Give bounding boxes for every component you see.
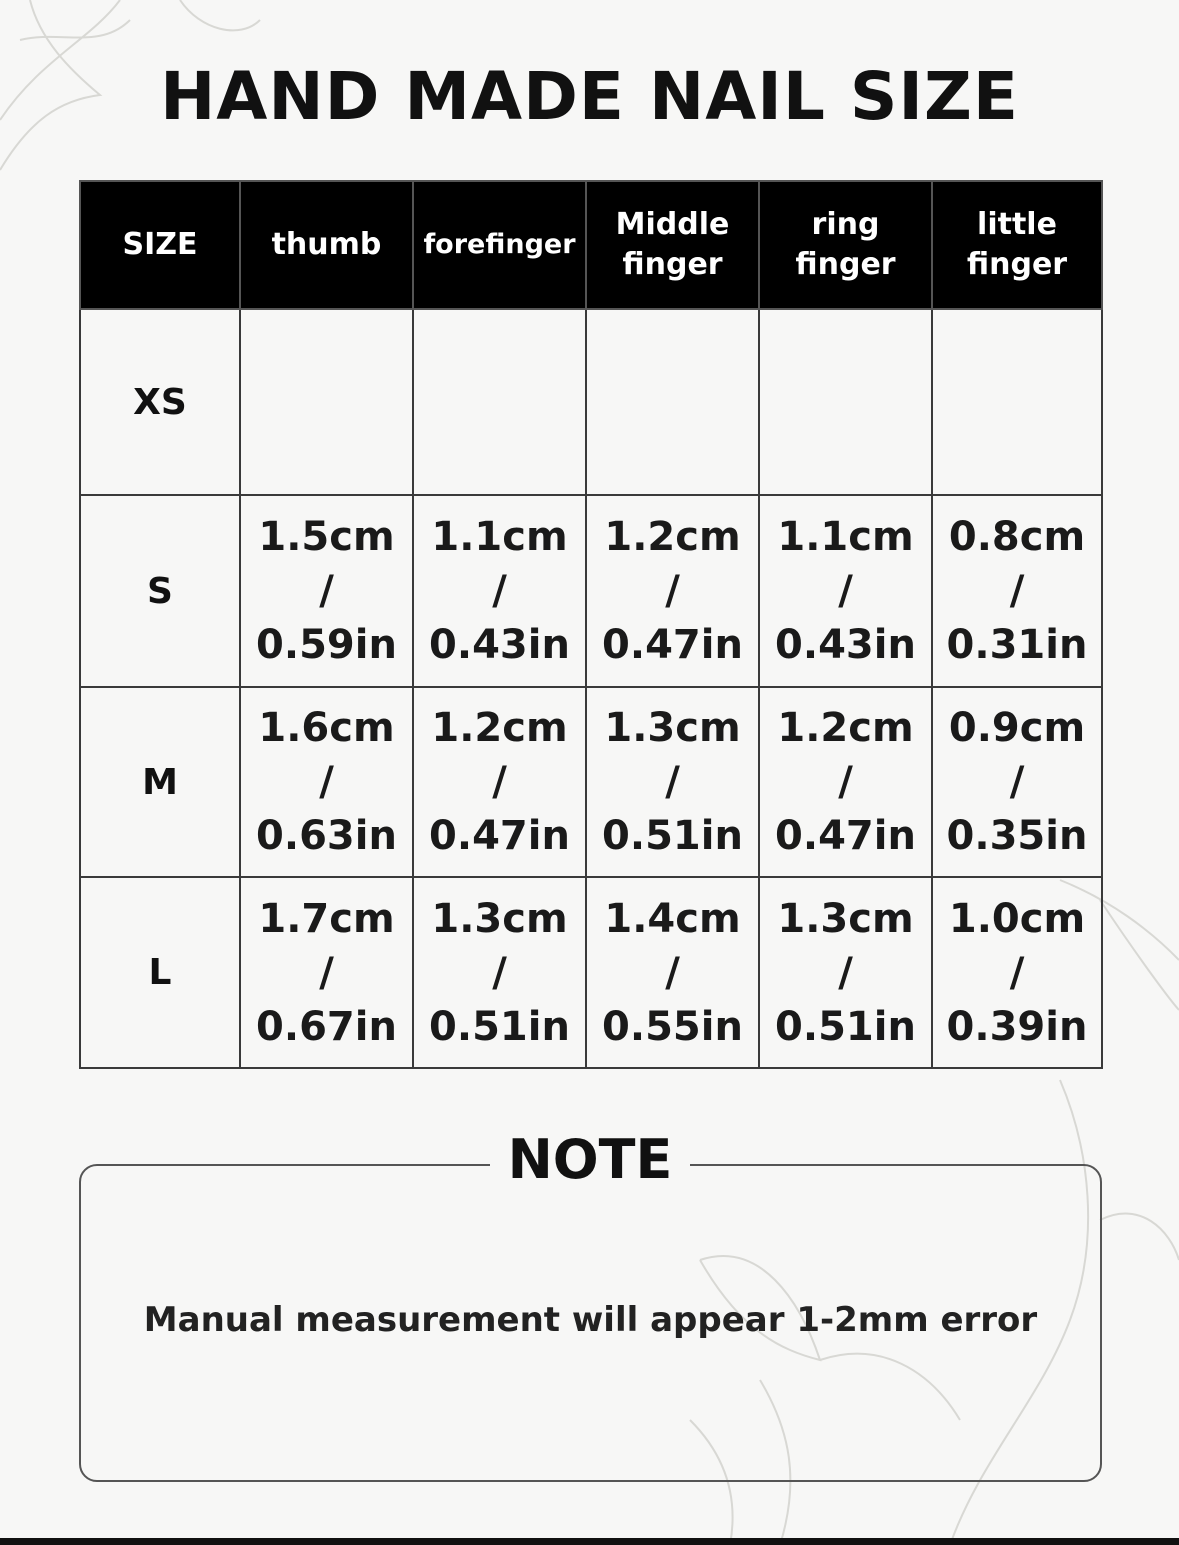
header-little-line-1: little: [977, 207, 1057, 242]
measurement-cell: [586, 495, 759, 687]
inch-value: 0.47in: [775, 813, 916, 859]
separator: /: [1009, 759, 1025, 805]
header-middle-line-2: finger: [622, 247, 723, 282]
separator: /: [492, 568, 507, 614]
inch-value: 0.59in: [256, 622, 397, 668]
measurement-cell: [413, 495, 586, 687]
cm-value: 1.6cm: [258, 705, 395, 751]
bottom-divider: [0, 1538, 1179, 1545]
header-forefinger: forefinger: [413, 181, 586, 309]
measurement-cell: [413, 877, 586, 1068]
inch-value: 0.35in: [946, 813, 1088, 859]
inch-value: 0.51in: [429, 1003, 570, 1050]
table-header-row: [80, 181, 1102, 309]
cm-value: 1.1cm: [431, 514, 568, 560]
table-row-xs: [80, 309, 1102, 495]
nail-size-table: [79, 180, 1103, 1069]
cm-value: 1.0cm: [948, 895, 1086, 942]
inch-value: 0.63in: [256, 813, 397, 859]
inch-value: 0.47in: [602, 622, 743, 668]
inch-value: 0.51in: [602, 813, 743, 859]
measurement-cell: [240, 495, 413, 687]
measurement-cell: [932, 495, 1102, 687]
empty-cell: [240, 309, 413, 495]
separator: /: [319, 759, 334, 805]
cm-value: 1.4cm: [604, 895, 741, 942]
note-text: Manual measurement will appear 1-2mm error: [143, 1300, 1038, 1340]
cm-value: 1.7cm: [258, 895, 395, 942]
inch-value: 0.31in: [946, 622, 1088, 668]
inch-value: 0.51in: [775, 1003, 916, 1050]
measurement-cell: [759, 495, 932, 687]
separator: /: [1009, 949, 1025, 996]
measurement-cell: [759, 687, 932, 877]
cm-value: 1.2cm: [777, 705, 914, 751]
measurement-cell: [586, 877, 759, 1068]
separator: /: [1009, 568, 1025, 614]
note-title: NOTE: [490, 1128, 690, 1191]
inch-value: 0.67in: [256, 1003, 397, 1050]
inch-value: 0.43in: [429, 622, 570, 668]
header-ring-finger: [759, 181, 932, 309]
measurement-cell: [413, 687, 586, 877]
cm-value: 1.2cm: [604, 514, 741, 560]
empty-cell: [759, 309, 932, 495]
cm-value: 1.1cm: [777, 514, 914, 560]
inch-value: 0.43in: [775, 622, 916, 668]
cm-value: 0.8cm: [948, 514, 1086, 560]
table-row-m: [80, 687, 1102, 877]
separator: /: [665, 949, 680, 996]
separator: /: [838, 759, 853, 805]
separator: /: [838, 568, 853, 614]
measurement-cell: [932, 687, 1102, 877]
cm-value: 1.2cm: [431, 705, 568, 751]
table-row-l: [80, 877, 1102, 1068]
cm-value: 0.9cm: [948, 705, 1086, 751]
cm-value: 1.3cm: [604, 705, 741, 751]
separator: /: [665, 568, 680, 614]
inch-value: 0.39in: [946, 1003, 1088, 1050]
measurement-cell: [240, 687, 413, 877]
separator: /: [665, 759, 680, 805]
header-ring-line-2: finger: [795, 247, 896, 282]
inch-value: 0.47in: [429, 813, 570, 859]
measurement-cell: [759, 877, 932, 1068]
size-label: M: [80, 687, 240, 877]
measurement-cell: [932, 877, 1102, 1068]
header-thumb: thumb: [240, 181, 413, 309]
measurement-cell: [240, 877, 413, 1068]
header-size: SIZE: [80, 181, 240, 309]
cm-value: 1.3cm: [777, 895, 914, 942]
cm-value: 1.3cm: [431, 895, 568, 942]
size-label: S: [80, 495, 240, 687]
header-little-line-2: finger: [966, 247, 1068, 282]
empty-cell: [932, 309, 1102, 495]
inch-value: 0.55in: [602, 1003, 743, 1050]
separator: /: [492, 949, 507, 996]
page-title: HAND MADE NAIL SIZE: [160, 58, 1019, 135]
separator: /: [838, 949, 853, 996]
cm-value: 1.5cm: [258, 514, 395, 560]
separator: /: [319, 568, 334, 614]
header-middle-finger: [586, 181, 759, 309]
header-little-finger: [932, 181, 1102, 309]
measurement-cell: [586, 687, 759, 877]
empty-cell: [413, 309, 586, 495]
separator: /: [492, 759, 507, 805]
size-label: XS: [80, 309, 240, 495]
empty-cell: [586, 309, 759, 495]
separator: /: [319, 949, 334, 996]
table-row-s: [80, 495, 1102, 687]
size-label: L: [80, 877, 240, 1068]
header-middle-line-1: Middle: [615, 207, 730, 242]
header-ring-line-1: ring: [811, 207, 880, 242]
